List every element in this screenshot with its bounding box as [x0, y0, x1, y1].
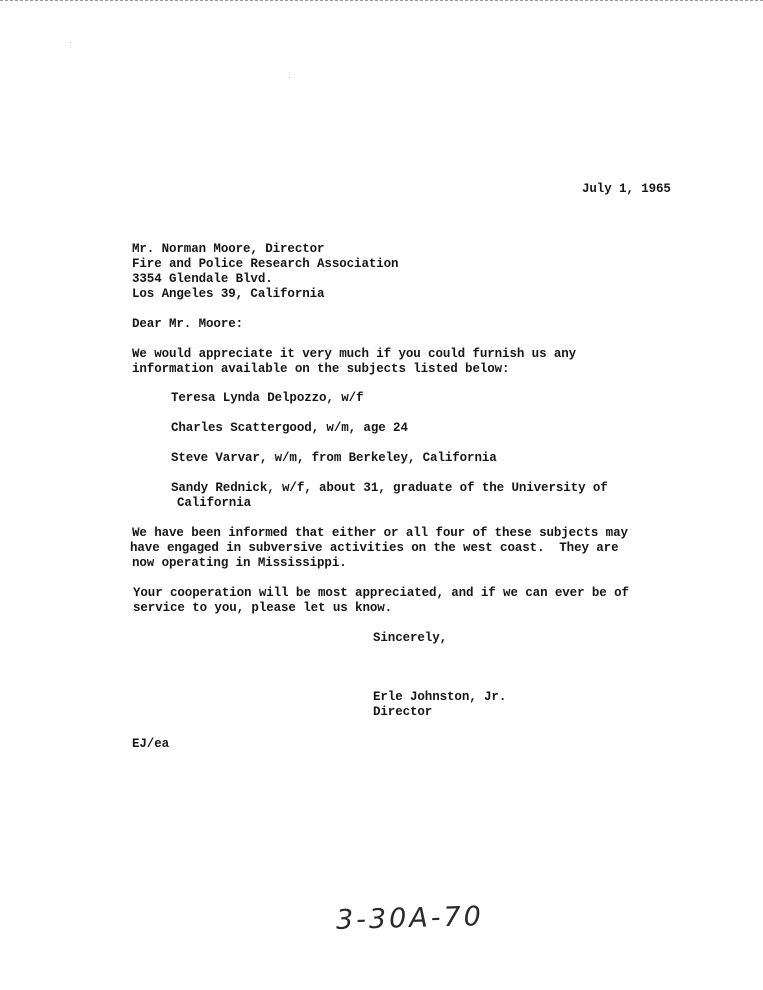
letter-date: July 1, 1965: [582, 182, 671, 196]
intro-line-1: We would appreciate it very much if you could furnish us any: [132, 347, 577, 361]
typist-initials: EJ/ea: [132, 737, 170, 751]
paragraph-2-line-3: now operating in Mississippi.: [132, 556, 347, 570]
signature-title: Director: [373, 705, 433, 719]
page-top-edge: [0, 0, 763, 1]
handwritten-file-number: 3-30A-70: [335, 901, 485, 936]
scan-speck: [70, 42, 71, 43]
subject-item: Charles Scattergood, w/m, age 24: [171, 421, 408, 435]
paragraph-2-line-2: have engaged in subversive activities on the west coast. They are: [130, 541, 619, 555]
subject-item: Steve Varvar, w/m, from Berkeley, California: [171, 451, 497, 465]
paragraph-3-line-1: Your cooperation will be most appreciated, and if we can ever be of: [133, 586, 629, 600]
signature-name: Erle Johnston, Jr.: [373, 690, 507, 704]
closing: Sincerely,: [373, 631, 448, 645]
subject-item-continuation: California: [177, 496, 252, 510]
paragraph-2-line-1: We have been informed that either or all four of these subjects may: [132, 526, 628, 540]
salutation: Dear Mr. Moore:: [132, 317, 244, 331]
recipient-city: Los Angeles 39, California: [132, 287, 325, 301]
recipient-street: 3354 Glendale Blvd.: [132, 272, 273, 286]
subject-item: Teresa Lynda Delpozzo, w/f: [171, 391, 364, 405]
subject-item: Sandy Rednick, w/f, about 31, graduate of the University of: [171, 481, 608, 495]
paragraph-3-line-2: service to you, please let us know.: [133, 601, 393, 615]
scan-speck: [289, 77, 290, 78]
intro-line-2: information available on the subjects listed below:: [132, 362, 510, 376]
recipient-organization: Fire and Police Research Association: [132, 257, 399, 271]
recipient-name: Mr. Norman Moore, Director: [132, 242, 325, 256]
